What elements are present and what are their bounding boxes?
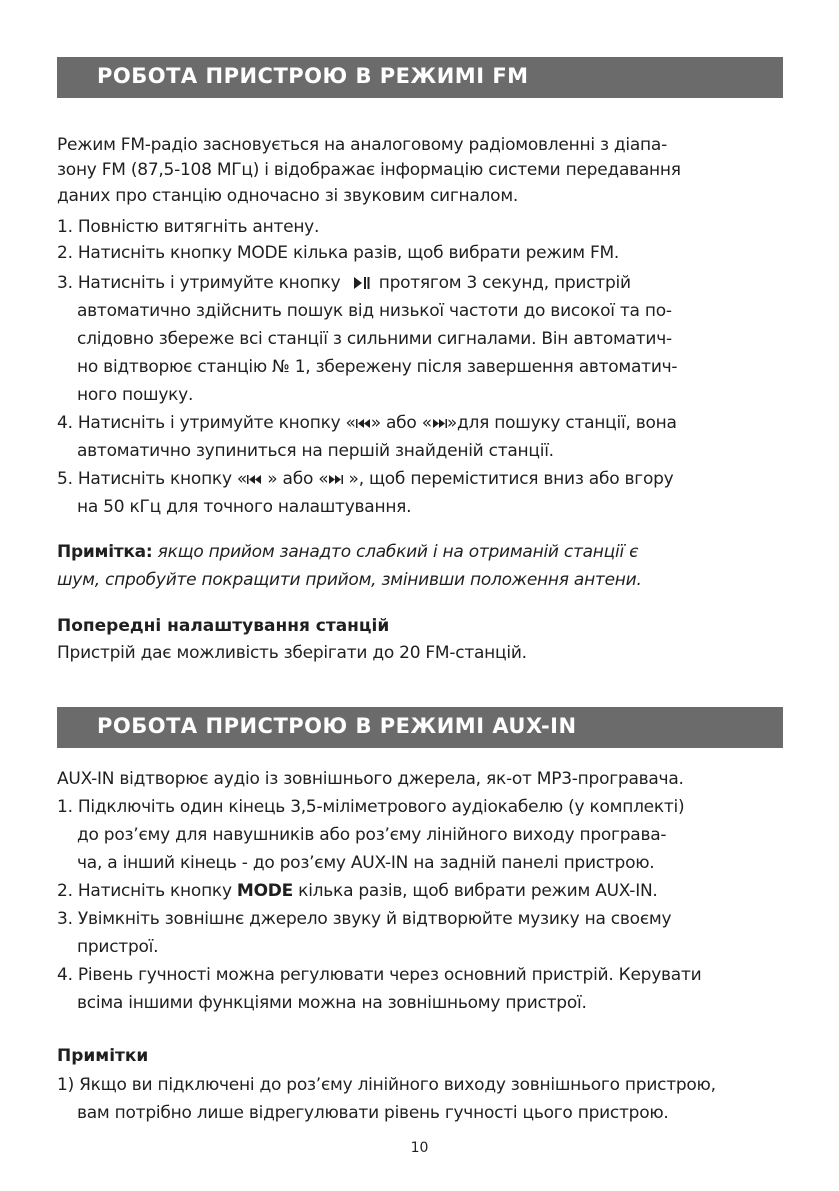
fm-intro-line-2: зону FM (87,5-108 МГц) і відображає інформацію системи передавання xyxy=(57,160,681,180)
fm-step-5-part-a: 5. Натисніть кнопку « xyxy=(57,469,248,489)
fm-step-1: 1. Повністю витягніть антену. xyxy=(57,217,320,237)
fm-step-5-line-1 xyxy=(57,468,673,490)
fm-step-3-line-1 xyxy=(57,272,631,294)
fm-step-5-line-2: на 50 кГц для точного налаштування. xyxy=(77,497,412,517)
skip-back-icon xyxy=(247,475,262,484)
fm-step-3-line-5: ного пошуку. xyxy=(77,385,194,405)
aux-notes-title: Примітки xyxy=(57,1046,149,1066)
skip-back-icon xyxy=(356,419,371,428)
fm-step-4-line-2: автоматично зупиниться на першій знайденій станції. xyxy=(77,441,554,461)
fm-step-3-line-2: автоматично здійснить пошук від низької частоти до високої та по- xyxy=(77,301,672,321)
fm-note-line-1 xyxy=(57,541,638,563)
fm-heading: РОБОТА ПРИСТРОЮ В РЕЖИМІ FM xyxy=(97,64,529,88)
fm-step-4-line-1 xyxy=(57,412,677,434)
aux-step-1-line-3: ча, а інший кінець - до роз’єму AUX-IN на задній панелі пристрою. xyxy=(77,853,655,873)
fm-step-5-part-b: » або « xyxy=(262,469,329,489)
fm-step-3-part-a: 3. Натисніть і утримуйте кнопку xyxy=(57,273,341,293)
play-pause-icon xyxy=(354,277,370,289)
aux-heading: РОБОТА ПРИСТРОЮ В РЕЖИМІ AUX-IN xyxy=(97,714,577,738)
aux-step-2-part-a: 2. Натисніть кнопку xyxy=(57,881,237,901)
aux-step-2-mode: MODE xyxy=(236,881,294,901)
aux-step-1-line-2: до роз’єму для навушників або роз’єму лінійного виходу програва- xyxy=(77,825,667,845)
fm-note-text-1: якщо прийом занадто слабкий і на отриманій станції є xyxy=(152,542,639,562)
fm-intro-line-3: даних про станцію одночасно зі звуковим сигналом. xyxy=(57,186,519,206)
fm-step-3-line-4: но відтворює станцію № 1, збережену після завершення автоматич- xyxy=(77,357,678,377)
fm-heading-bar xyxy=(57,57,783,98)
fm-step-3-line-3: слідовно збереже всі станції з сильними сигналами. Він автоматич- xyxy=(77,329,672,349)
aux-note-1-line-2: вам потрібно лише відрегулювати рівень гучності цього пристрою. xyxy=(77,1103,669,1123)
fm-presets-text: Пристрій дає можливість зберігати до 20 FM-станцій. xyxy=(57,643,527,663)
aux-step-4-line-2: всіма іншими функціями можна на зовнішньому пристрої. xyxy=(77,993,587,1013)
aux-step-4-line-1: 4. Рівень гучності можна регулювати через основний пристрій. Керувати xyxy=(57,965,702,985)
aux-step-2 xyxy=(57,880,658,902)
aux-intro: AUX-IN відтворює аудіо із зовнішнього джерела, як-от MP3-програвача. xyxy=(57,769,684,789)
fm-step-4-part-c: »для пошуку станції, вона xyxy=(446,413,677,433)
aux-step-3-line-2: пристрої. xyxy=(77,937,159,957)
aux-step-2-part-b: кілька разів, щоб вибрати режим AUX-IN. xyxy=(293,881,658,901)
fm-step-3-part-b: протягом 3 секунд, пристрій xyxy=(378,273,631,293)
aux-note-1-line-1: 1) Якщо ви підключені до роз’єму лінійного виходу зовнішнього пристрою, xyxy=(57,1075,716,1095)
fm-step-5-part-c: », щоб переміститися вниз або вгору xyxy=(343,469,674,489)
fm-step-4-part-a: 4. Натисніть і утримуйте кнопку « xyxy=(57,413,356,433)
aux-heading-bar xyxy=(57,707,783,748)
fm-step-4-part-b: » або « xyxy=(370,413,432,433)
skip-forward-icon xyxy=(432,419,447,428)
aux-step-3-line-1: 3. Увімкніть зовнішнє джерело звуку й відтворюйте музику на своєму xyxy=(57,909,672,929)
fm-step-2: 2. Натисніть кнопку MODE кілька разів, щоб вибрати режим FM. xyxy=(57,243,620,263)
aux-step-1-line-1: 1. Підключіть один кінець 3,5-міліметрового аудіокабелю (у комплекті) xyxy=(57,797,685,817)
fm-note-line-2: шум, спробуйте покращити прийом, змінивши положення антени. xyxy=(57,570,642,590)
page-number: 10 xyxy=(410,1140,429,1156)
fm-presets-title: Попередні налаштування станцій xyxy=(57,616,390,636)
skip-forward-icon xyxy=(328,475,343,484)
fm-note-label: Примітка: xyxy=(57,542,153,562)
fm-intro-line-1: Режим FM-радіо засновується на аналоговому радіомовленні з діапа- xyxy=(57,135,667,155)
